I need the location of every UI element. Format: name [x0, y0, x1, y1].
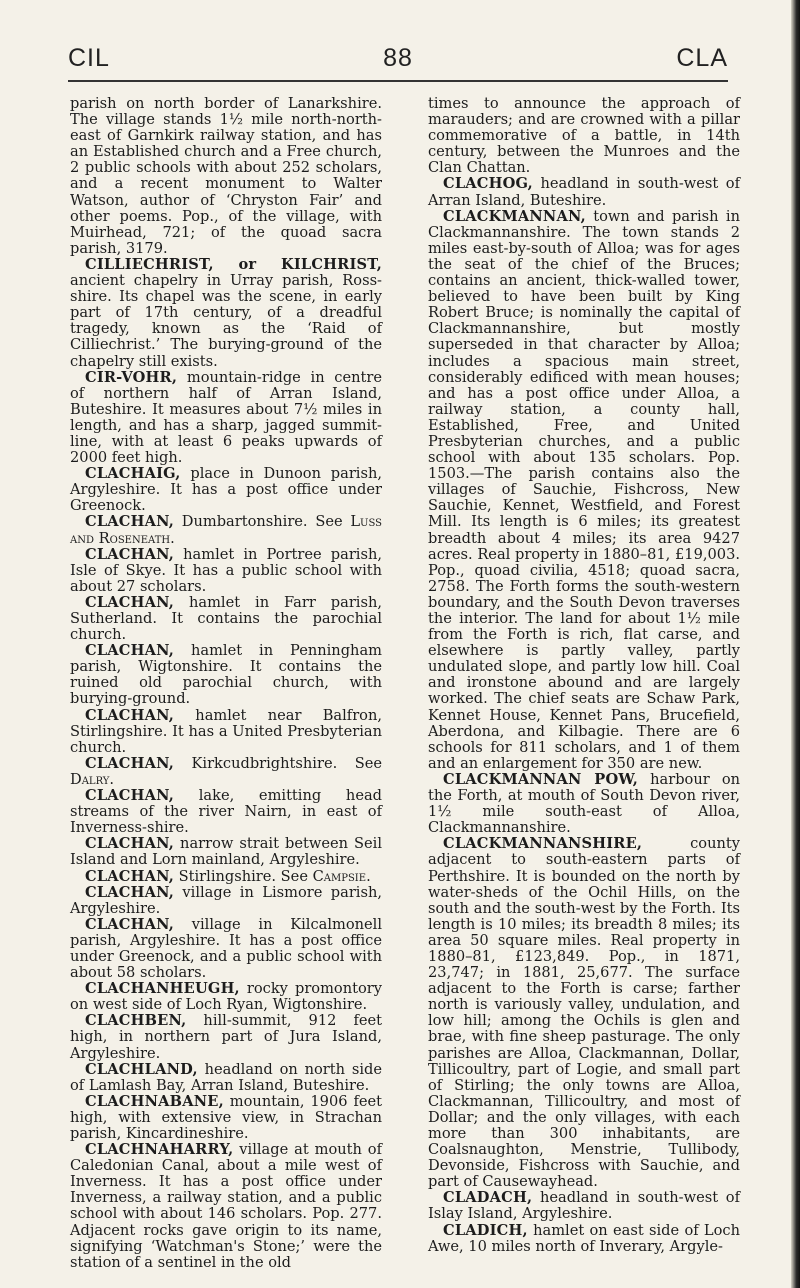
entry-headword: CLADACH,: [443, 1189, 533, 1207]
page-edge: [791, 0, 800, 1288]
entry-text: Stirlingshire. See: [174, 867, 313, 885]
dictionary-entry: [70, 1094, 382, 1142]
entry-text: mountain-ridge in centre of northern half of Arran Island, Buteshire. It measures about 7½ miles in length, and has a sharp, jagged summit-line, with at least 6 peaks upwards of 2000 feet high.: [70, 368, 382, 467]
entry-headword: CLACHAN,: [85, 867, 175, 885]
entry-tail: .: [170, 529, 175, 547]
entry-text: narrow strait between Seil Island and Lorn mainland, Argyleshire.: [70, 835, 382, 869]
dictionary-entry: [70, 788, 382, 836]
entry-headword: CIR-VOHR,: [85, 368, 178, 386]
entry-text: rocky promontory on west side of Loch Ryan, Wigtonshire.: [70, 980, 382, 1014]
entry-headword: CLACHAN,: [85, 545, 175, 563]
cross-reference: Luss and Roseneath: [70, 513, 382, 547]
entry-headword: CLACHBEN,: [85, 1012, 187, 1030]
dictionary-entry: [70, 1062, 382, 1094]
entry-text: village at mouth of Caledonian Canal, about a mile west of Inverness. It has a post office under Inverness, a railway station, and a public school with about 146 scholars. Pop. 277. Adjacent rocks gave origin to its name, signifying ‘Watchman's Stone;’ were the station of a sentinel in the old: [70, 1141, 382, 1271]
entry-text: headland in south-west of Islay Island, Argyleshire.: [428, 1189, 740, 1223]
entry-headword: CLACHNABANE,: [85, 1092, 224, 1110]
dictionary-entry: [70, 917, 382, 981]
header-rule: [68, 80, 728, 82]
entry-tail: .: [109, 770, 115, 788]
dictionary-entry: [428, 209, 740, 772]
entry-text: hamlet in Portree parish, Isle of Skye. It has a public school with about 27 scholars.: [70, 545, 382, 595]
entry-text: harbour on the Forth, at mouth of South Devon river, 1½ mile south-east of Alloa, Clackmannanshire.: [428, 770, 741, 837]
entry-headword: CLACHAN,: [85, 787, 175, 805]
entry-text: lake, emitting head streams of the river Nairn, in east of Inverness-shire.: [70, 787, 382, 837]
dictionary-entry: [428, 176, 740, 208]
entry-headword: CLACHOG,: [443, 175, 533, 193]
dictionary-entry: [70, 981, 382, 1013]
header-left-guideword: CIL: [68, 44, 110, 72]
dictionary-entry: [428, 1190, 740, 1222]
entry-headword: CLACHAN,: [85, 642, 175, 660]
dictionary-entry: [70, 708, 382, 756]
dictionary-entry: [428, 772, 740, 836]
entry-headword: CLACHAN,: [85, 915, 175, 933]
entry-headword: CLACHAIG,: [85, 465, 181, 483]
entry-headword: CLACHAN,: [85, 883, 175, 901]
dictionary-entry: [70, 1013, 382, 1061]
dictionary-entry: [70, 756, 382, 788]
entry-headword: CILLIECHRIST, or KILCHRIST,: [85, 255, 382, 273]
entry-tail: .: [366, 867, 371, 885]
dictionary-entry: [428, 836, 740, 1190]
entry-text: county adjacent to south-eastern parts of Perthshire. It is bounded on the north by water-sheds of the Ochil Hills, on the south and the south-west by the Forth. Its length is 10 miles; its breadth 8 miles; its area 50 square miles. Real property in 1880–81, £123,849. Pop., in 1871, 23,747; in 1881, 25,677. The surface adjacent to the Forth is carse; farther north is variously valley, undulation, and low hill; among the Ochils is glen and brae, with fine sheep pasturage. The only parishes are Alloa, Clackmannan, Dollar, Tillicoultry, part of Logie, and small part of Stirling; the only towns are Alloa, Clackmannan, Tillicoultry, and most of Dollar; and the only villages, with each more than 300 inhabitants, are Coalsnaughton, Menstrie, Tullibody, Devonside, Fishcross with Sauchie, and part of Causewayhead.: [428, 835, 740, 1191]
dictionary-entry: [70, 885, 382, 917]
entry-headword: CLACHAN,: [85, 513, 175, 531]
dictionary-entry: [70, 257, 382, 370]
entry-text: Kirkcudbrightshire. See: [174, 754, 382, 772]
header-right-guideword: CLA: [676, 44, 728, 72]
cross-reference: Campsie: [312, 867, 367, 885]
entry-text: headland on north side of Lamlash Bay, Arran Island, Buteshire.: [70, 1060, 382, 1094]
page-number: 88: [383, 44, 413, 72]
entry-text: times to announce the approach of marauders; and are crowned with a pillar commemorative of a battle, in 14th century, between the Munroes and the Clan Chattan.: [428, 95, 740, 177]
dictionary-entry: [70, 96, 382, 257]
entry-headword: CLACKMANNAN,: [443, 207, 586, 225]
entry-text: hamlet in Penningham parish, Wigtonshire. It contains the ruined old parochial church, with burying-ground.: [70, 642, 382, 708]
dictionary-entry: [70, 370, 382, 467]
entry-text: hill-summit, 912 feet high, in northern part of Jura Island, Argyleshire.: [70, 1012, 382, 1062]
left-column: [70, 96, 382, 1271]
entry-text: headland in south-west of Arran Island, Buteshire.: [428, 175, 740, 209]
entry-text: village in Lismore parish, Argyleshire.: [70, 883, 382, 917]
entry-text: hamlet in Farr parish, Sutherland. It contains the parochial church.: [70, 593, 382, 644]
entry-text: ancient chapelry in Urray parish, Ross-shire. Its chapel was the scene, in early part of 17th century, of a dreadful tragedy, known as the ‘Raid of Cilliechrist.’ The burying-ground of the chapelry still exists.: [70, 272, 382, 370]
entry-headword: CLACHAN,: [85, 754, 175, 772]
dictionary-entry: [70, 836, 382, 868]
dictionary-entry: [70, 869, 382, 885]
entry-headword: CLACHAN,: [85, 593, 175, 611]
entry-headword: CLACKMANNANSHIRE,: [443, 835, 643, 853]
entry-headword: CLACHANHEUGH,: [85, 980, 240, 998]
entry-headword: CLACHLAND,: [85, 1060, 198, 1078]
dictionary-entry: [428, 96, 740, 176]
entry-text: town and parish in Clackmannanshire. The town stands 2 miles east-by-south of Alloa; was for ages the seat of the chief of the Bruces; contains an ancient, thick-walled tower, believed to have been built by King Robert Bruce; is nominally the capital of Clackmannanshire, but mostly superseded in that character by Alloa; includes a spacious main street, considerably edificed with mean houses; and has a post office under Alloa, a railway station, a county hall, Established, Free, and United Presbyterian churches, and a public school with about 135 scholars. Pop. 1503.—The parish contains also the villages of Sauchie, Fishcross, New Sauchie, Kennet, Westfield, and Forest Mill. Its length is 6 miles; its greatest breadth about 4 miles; its area 9427 acres. Real property in 1880–81, £19,003. Pop., quoad civilia, 4518; quoad sacra, 2758. The Forth forms the south-western boundary, and the South Devon traverses the interior. The land for about 1½ mile from the Forth is rich, flat carse, and elsewhere is partly valley, partly undulated slope, and partly low hill. Coal and ironstone abound and are largely worked. The chief seats are Schaw Park, Kennet House, Kennet Pans, Brucefield, Aberdona, and Kilbagie. There are 6 schools for 811 scholars, and 1 of them and an enlargement for 350 are new.: [428, 207, 740, 772]
dictionary-entry: [70, 595, 382, 643]
dictionary-entry: [70, 466, 382, 514]
dictionary-entry: [70, 1142, 382, 1271]
entry-text: village in Kilcalmonell parish, Argyleshire. It has a post office under Greenock, and a public school with about 58 scholars.: [70, 915, 382, 982]
entry-headword: CLACHAN,: [85, 835, 175, 853]
entry-text: mountain, 1906 feet high, with extensive view, in Strachan parish, Kincardineshire.: [70, 1092, 382, 1142]
right-column: [428, 96, 740, 1255]
entry-headword: CLACHAN,: [85, 706, 175, 724]
entry-headword: CLADICH,: [443, 1221, 528, 1239]
entry-text: hamlet on east side of Loch Awe, 10 miles north of Inverary, Argyle-: [428, 1221, 740, 1255]
dictionary-entry: [428, 1223, 740, 1255]
dictionary-entry: [70, 547, 382, 595]
cross-reference: Dalry: [70, 770, 110, 788]
entry-text: hamlet near Balfron, Stirlingshire. It has a United Presbyterian church.: [70, 706, 382, 756]
entry-headword: CLACKMANNAN POW,: [443, 770, 638, 788]
entry-text: parish on north border of Lanarkshire. The village stands 1½ mile north-north-east of Garnkirk railway station, and has an Established church and a Free church, 2 public schools with about 252 scholars, and a recent monument to Walter Watson, author of ‘Chryston Fair’ and other poems. Pop., of the village, with Muirhead, 721; of the quoad sacra parish, 3179.: [70, 95, 382, 257]
entry-text: Dumbartonshire. See: [174, 513, 351, 531]
running-header: [68, 44, 728, 78]
dictionary-entry: [70, 643, 382, 707]
entry-text: place in Dunoon parish, Argyleshire. It has a post office under Greenock.: [70, 465, 382, 515]
entry-headword: CLACHNAHARRY,: [85, 1141, 234, 1159]
dictionary-entry: [70, 514, 382, 546]
